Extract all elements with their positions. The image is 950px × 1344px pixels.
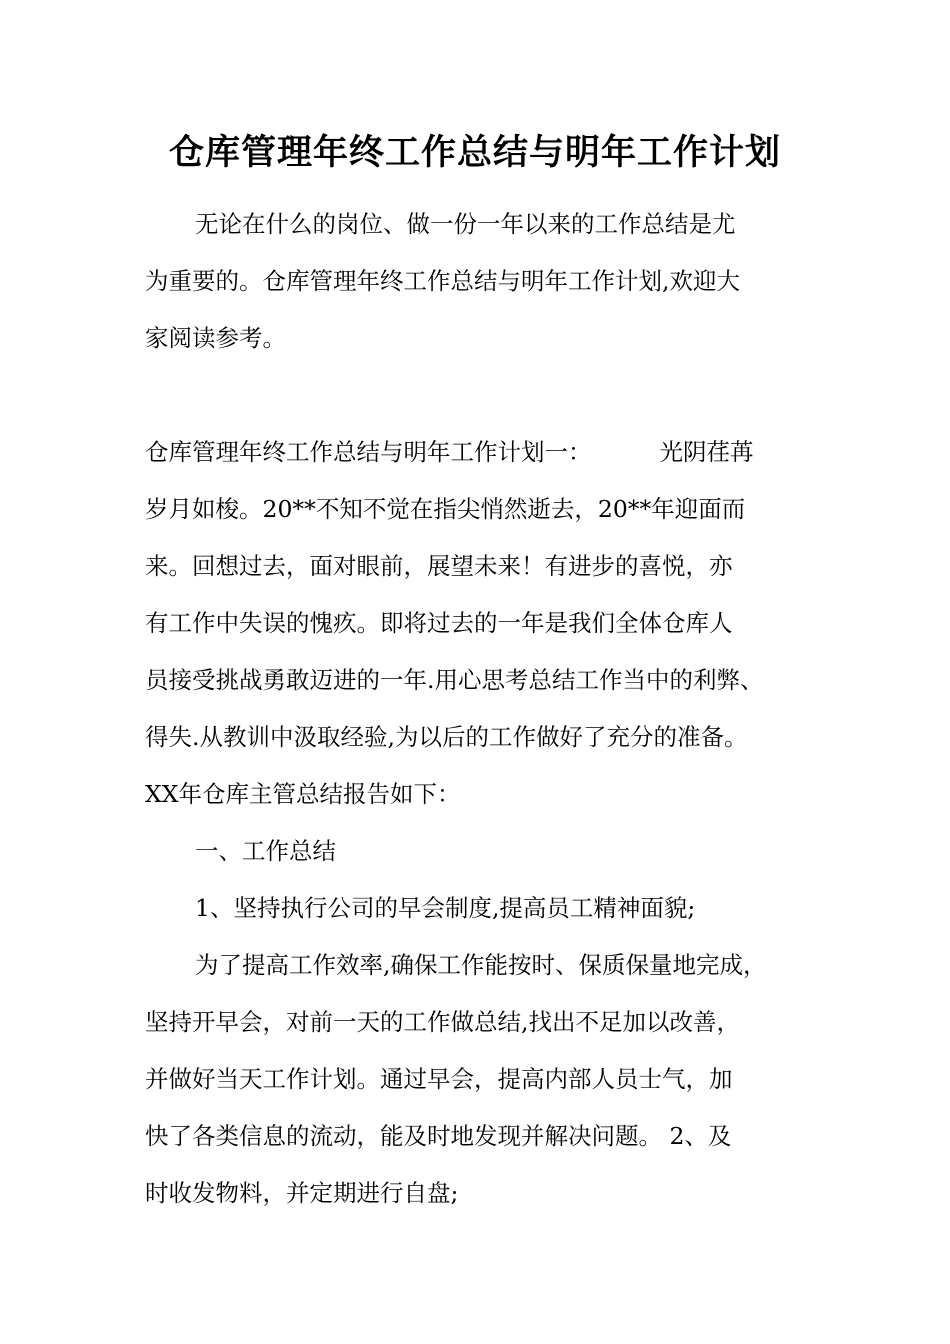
item1-line: 并做好当天工作计划。通过早会，提高内部人员士气，加 (145, 1065, 733, 1093)
intro-line: 家阅读参考。 (145, 324, 286, 352)
section1-line: 有工作中失误的愧疚。即将过去的一年是我们全体仓库人 (145, 609, 733, 637)
section1-line: XX年仓库主管总结报告如下： (145, 780, 461, 808)
part1-heading: 一、工作总结 (195, 837, 336, 865)
section1-heading-tail: 光阴荏苒 (659, 438, 754, 466)
section1-line: 岁月如梭。20**不知不觉在指尖悄然逝去，20**年迎面而 (145, 495, 746, 523)
document-body (145, 196, 825, 1222)
item1-line: 坚持开早会，对前一天的工作做总结,找出不足加以改善， (145, 1008, 740, 1036)
item1-heading: 1、坚持执行公司的早会制度,提高员工精神面貌; (195, 894, 696, 922)
document-title: 仓库管理年终工作总结与明年工作计划 (168, 132, 781, 173)
section1-line: 得失.从教训中汲取经验,为以后的工作做好了充分的准备。 (145, 723, 748, 751)
section1-line: 来。回想过去，面对眼前，展望未来！有进步的喜悦，亦 (145, 552, 733, 580)
intro-line: 为重要的。仓库管理年终工作总结与明年工作计划,欢迎大 (145, 267, 740, 295)
paragraph-gap (145, 367, 825, 424)
section1-line: 员接受挑战勇敢迈进的一年.用心思考总结工作当中的利弊、 (145, 666, 764, 694)
section1-heading: 仓库管理年终工作总结与明年工作计划一： (145, 438, 592, 466)
item1-line: 时收发物料，并定期进行自盘; (145, 1179, 459, 1207)
item1-line: 快了各类信息的流动，能及时地发现并解决问题。 2、及 (145, 1122, 732, 1150)
section1-heading-line (145, 424, 825, 481)
intro-line: 无论在什么的岗位、做一份一年以来的工作总结是尤 (195, 210, 736, 238)
item1-line: 为了提高工作效率,确保工作能按时、保质保量地完成， (195, 951, 767, 979)
